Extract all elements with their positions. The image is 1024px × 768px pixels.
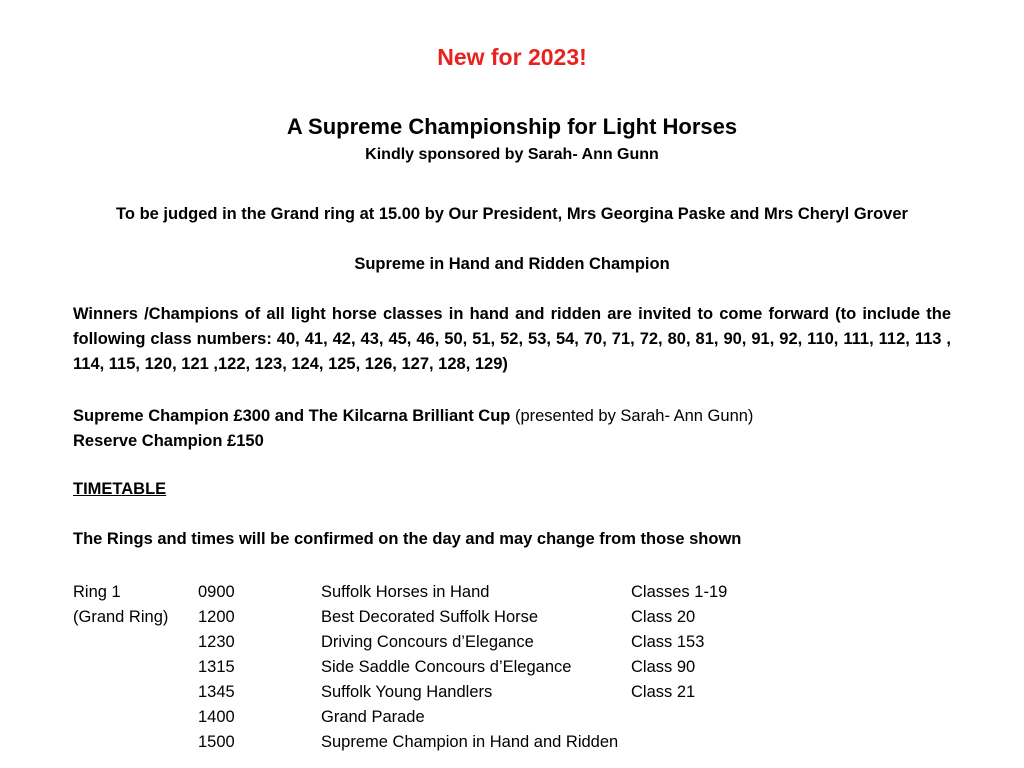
class-cell: Classes 1-19 bbox=[631, 583, 728, 601]
champion-heading: Supreme in Hand and Ridden Champion bbox=[354, 255, 670, 273]
event-cell: Side Saddle Concours d’Elegance bbox=[321, 658, 572, 676]
time-cell: 1400 bbox=[198, 708, 235, 726]
time-cell: 1230 bbox=[198, 633, 235, 651]
invitation-paragraph: Winners /Champions of all light horse classes in hand and ridden are invited to come forward (to include the following class numbers: 40, 41, 42, 43, 45, 46, 50, 51, 52, 53, 54, 70, 71, 72, 80, 81, 90, 91, 92, 110, 111, 112, 113 , 114, 115, 120, 121 ,122, 123, 124, 125, 126, 127, 128, 129) bbox=[73, 305, 951, 373]
class-cell: Class 21 bbox=[631, 683, 696, 701]
class-cell: Class 90 bbox=[631, 658, 696, 676]
reserve-prize-line: Reserve Champion £150 bbox=[73, 432, 264, 450]
class-cell: Class 20 bbox=[631, 608, 696, 626]
supreme-prize-note: (presented by Sarah- Ann Gunn) bbox=[510, 407, 754, 425]
ring-cell: (Grand Ring) bbox=[73, 608, 169, 626]
supreme-prize-text: Supreme Champion £300 and The Kilcarna Brilliant Cup bbox=[73, 407, 511, 425]
timetable-heading: TIMETABLE bbox=[73, 480, 167, 498]
event-cell: Supreme Champion in Hand and Ridden bbox=[321, 733, 619, 751]
page-title: A Supreme Championship for Light Horses bbox=[286, 114, 738, 139]
class-cell: Class 153 bbox=[631, 633, 705, 651]
time-cell: 1345 bbox=[198, 683, 235, 701]
time-cell: 1315 bbox=[198, 658, 235, 676]
ring-cell: Ring 1 bbox=[73, 583, 121, 601]
rings-note: The Rings and times will be confirmed on the day and may change from those shown bbox=[73, 530, 742, 548]
event-cell: Suffolk Horses in Hand bbox=[321, 583, 490, 601]
new-banner: New for 2023! bbox=[437, 44, 587, 70]
supreme-prize-line bbox=[73, 404, 753, 429]
event-cell: Suffolk Young Handlers bbox=[321, 683, 493, 701]
event-cell: Grand Parade bbox=[321, 708, 425, 726]
judging-details: To be judged in the Grand ring at 15.00 by Our President, Mrs Georgina Paske and Mrs Cheryl Grover bbox=[116, 205, 908, 223]
time-cell: 1500 bbox=[198, 733, 235, 751]
event-cell: Best Decorated Suffolk Horse bbox=[321, 608, 539, 626]
time-cell: 0900 bbox=[198, 583, 235, 601]
time-cell: 1200 bbox=[198, 608, 235, 626]
event-cell: Driving Concours d’Elegance bbox=[321, 633, 534, 651]
sponsor-line: Kindly sponsored by Sarah- Ann Gunn bbox=[365, 146, 659, 163]
